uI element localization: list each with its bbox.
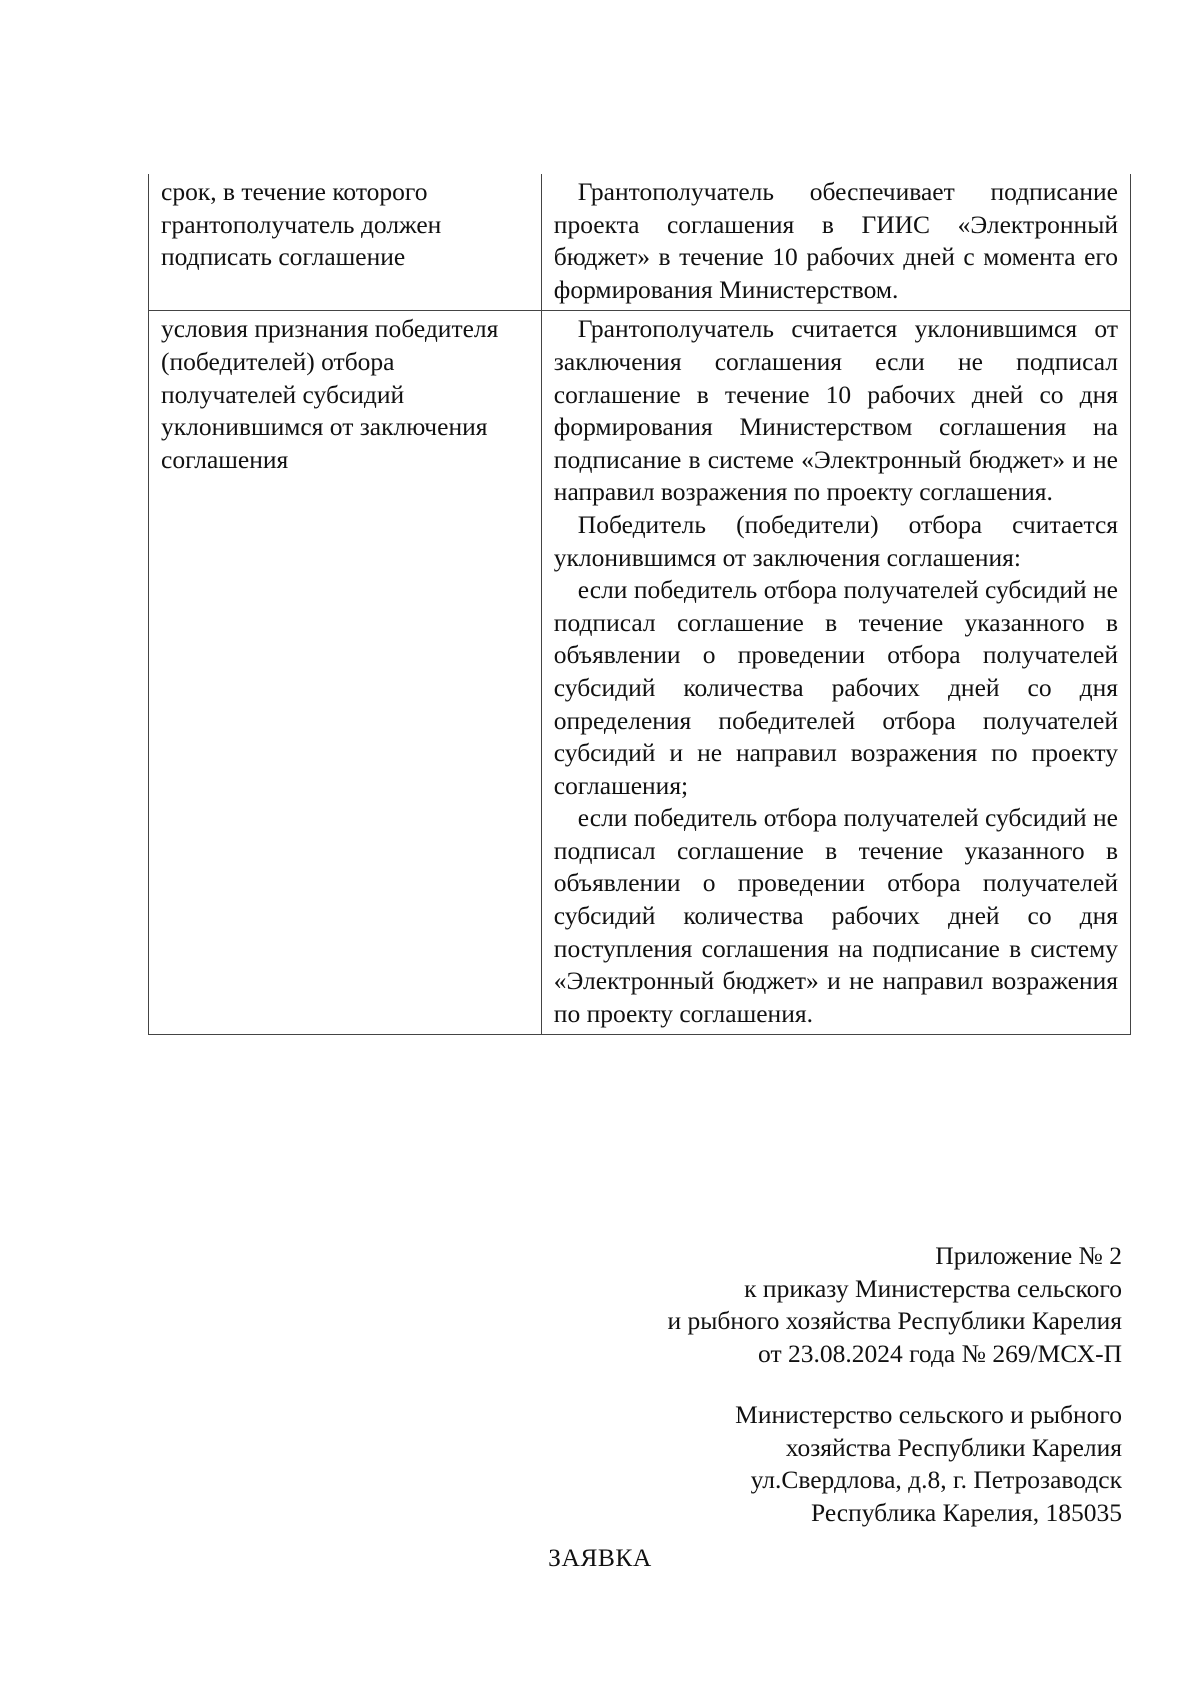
address-line: ул.Свердлова, д.8, г. Петрозаводск (750, 1465, 1122, 1495)
appendix-line: от 23.08.2024 года № 269/МСХ-П (758, 1338, 1122, 1368)
row-paragraph: Грантополучатель обеспечивает подписание проекта соглашения в ГИИС «Электронный бюджет» в течение 10 рабочих дней с момента его формирования Министерством. (553, 177, 1118, 304)
row-label: условия признания победителя (победителей) отбора получателей субсидий уклонившимся от заключения соглашения (161, 314, 499, 474)
row-paragraph: Грантополучатель считается уклонившимся от заключения соглашения если не подписал соглашение в течение 10 рабочих дней со дня формирования Министерством соглашения на подписание в системе «Электронный бюджет» и не направил возражения по проекту соглашения. (553, 314, 1118, 507)
recipient-address (735, 1399, 1122, 1529)
appendix-line: Приложение № 2 (935, 1241, 1122, 1270)
address-line: Министерство сельского и рыбного (735, 1400, 1122, 1429)
table-row (149, 311, 1131, 1035)
document-title: ЗАЯВКА (548, 1543, 652, 1572)
row-label: срок, в течение которого грантополучатель должен подписать соглашение (161, 177, 442, 272)
appendix-line: и рыбного хозяйства Республики Карелия (667, 1306, 1122, 1336)
table-cell-label (149, 174, 542, 311)
address-line: Республика Карелия, 185035 (811, 1497, 1122, 1527)
table-cell-content (541, 311, 1130, 1035)
table-row (149, 174, 1131, 311)
row-paragraph: если победитель отбора получателей субсидий не подписал соглашение в течение указанного в объявлении о проведении отбора получателей субсидий количества рабочих дней со дня определения победителей отбора получателей субсидий и не направил возражения по проекту соглашения; (553, 575, 1118, 800)
address-line: хозяйства Республики Карелия (785, 1432, 1122, 1462)
table-cell-label (149, 311, 542, 1035)
row-paragraph: Победитель (победители) отбора считается уклонившимся от заключения соглашения: (553, 509, 1118, 572)
appendix-line: к приказу Министерства сельского (744, 1273, 1122, 1303)
appendix-heading (667, 1240, 1122, 1370)
conditions-table (148, 174, 1131, 1035)
row-paragraph: если победитель отбора получателей субсидий не подписал соглашение в течение указанного в объявлении о проведении отбора получателей субсидий количества рабочих дней со дня поступления соглашения на подписание в систему «Электронный бюджет» и не направил возражения по проекту соглашения. (553, 803, 1118, 1028)
table-cell-content (541, 174, 1130, 311)
